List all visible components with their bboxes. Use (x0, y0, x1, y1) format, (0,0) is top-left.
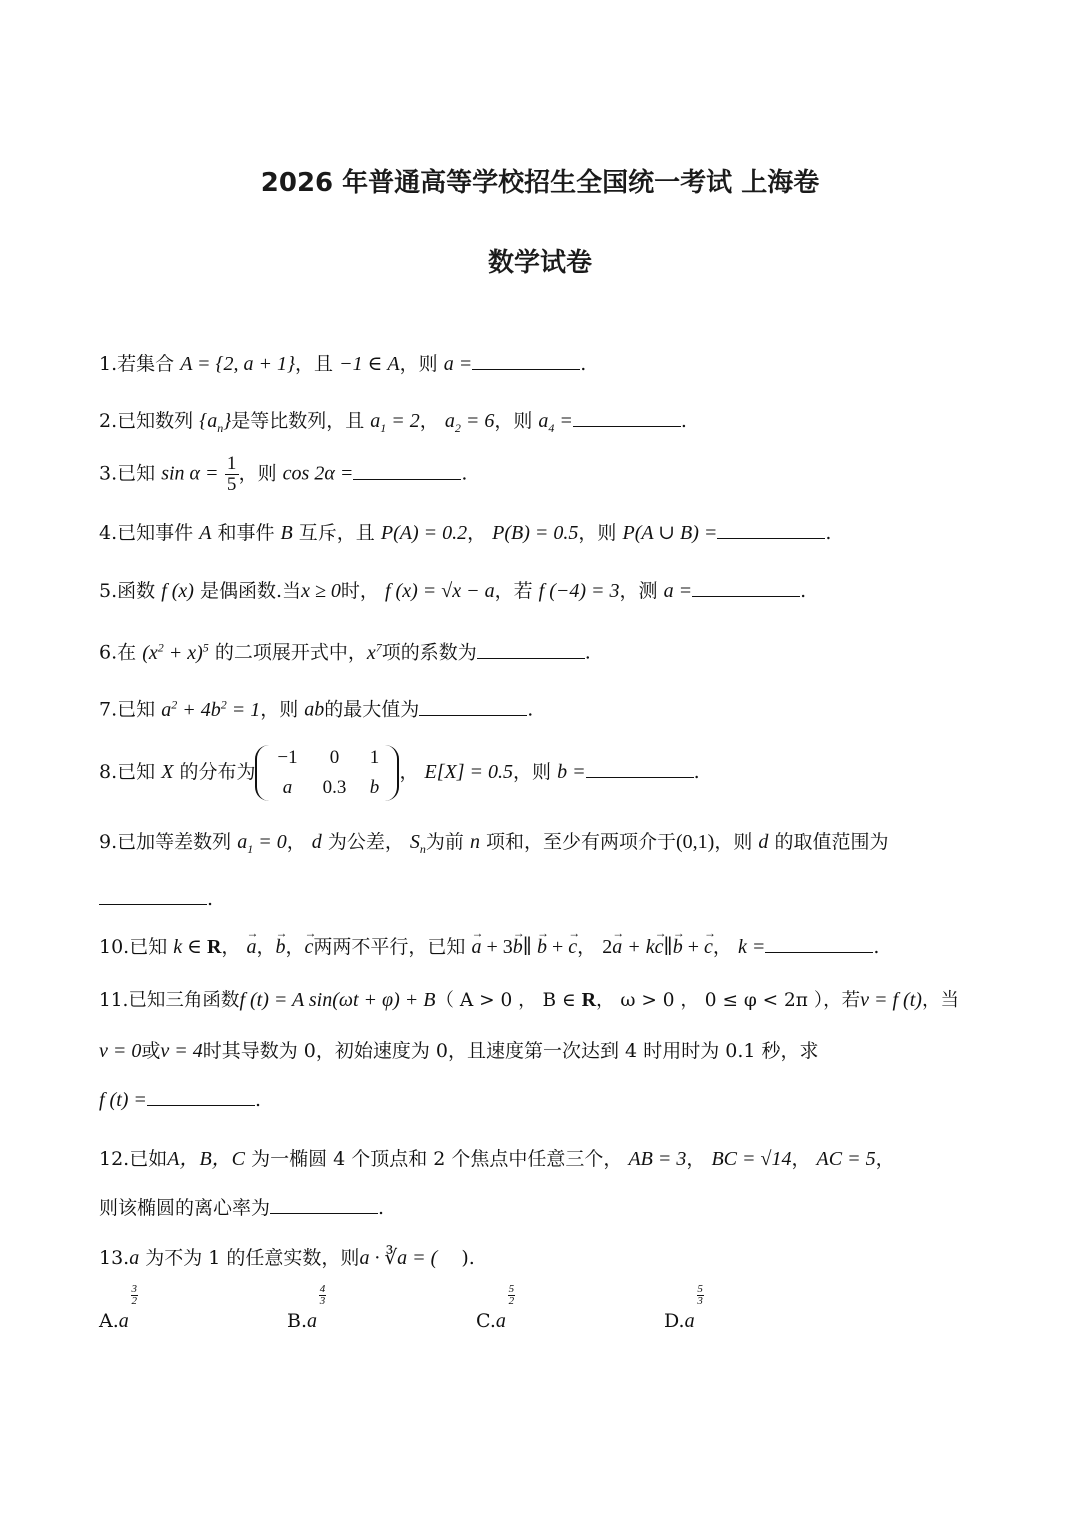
question-number: 6. (99, 641, 118, 664)
math-condition: −1 ∈ A (339, 353, 400, 375)
answer-blank[interactable] (477, 640, 585, 659)
question-text: 已知数列 (117, 410, 194, 432)
question-4: 4.已知事件 A 和事件 B 互斥，且 P(A) = 0.2， P(B) = 0.5，则 P(A ∪ B) = . (99, 522, 832, 544)
question-9: 9.已加等差数列 $a_1 = 0$， d 为公差， $S_n$为前 n 项和，至少有两项介于(0,1)，则 d 的取值范围为 (99, 831, 889, 856)
answer-blank[interactable] (353, 461, 461, 480)
option-b[interactable]: B.a 4 3 (287, 1283, 326, 1332)
answer-blank[interactable] (573, 408, 681, 427)
question-1: 1.若集合 A = {2, a + 1}，且 −1 ∈ A，则 a = . (99, 353, 587, 375)
question-text: 是等比数列，且 (231, 410, 365, 432)
question-11: 11.已知三角函数f (t) = A sin(ωt + φ) + B（ A > 0 ， B ∈ R， ω > 0 ， 0 ≤ φ < 2π ），若v = f (t)，当 (99, 989, 959, 1011)
math-ask: a = (443, 353, 473, 375)
question-number: 10. (99, 936, 130, 958)
question-8: 8.已知 X 的分布为 −1 0 1 a 0.3 b ， E[X] = 0.5，则 b = . (99, 745, 700, 801)
option-d[interactable]: D.a 5 3 (664, 1283, 703, 1332)
answer-blank[interactable] (147, 1087, 255, 1106)
question-text: ，则 (399, 353, 438, 375)
question-7: 7.已知 $a^2 + 4b^2 = 1$，则 ab的最大值为 . (99, 697, 534, 721)
question-number: 9. (99, 831, 118, 853)
fraction: $\frac{1}{5}$ (225, 454, 239, 495)
math-lhs: sin α = (161, 462, 219, 485)
question-3: 3.已知 sin α = $\frac{1}{5}$ ，则 cos 2α = . (99, 453, 468, 495)
answer-blank[interactable] (692, 578, 800, 597)
question-number: 4. (99, 522, 118, 544)
question-number: 8. (99, 761, 118, 783)
math-set: A = {2, a + 1} (180, 353, 296, 375)
question-6: 6.在 $(x^2 + x)^5$ 的二项展开式中，$x^7$项的系数为 . (99, 640, 591, 664)
question-number: 12. (99, 1148, 130, 1170)
answer-blank[interactable] (419, 697, 527, 716)
question-number: 1. (99, 353, 118, 375)
question-number: 5. (99, 580, 118, 602)
question-number: 11. (99, 990, 129, 1011)
answer-blank[interactable] (586, 759, 694, 778)
question-number: 7. (99, 698, 118, 721)
question-11-line-2: v = 0或v = 4时其导数为 0，初始速度为 0，且速度第一次达到 4 时用时为 0.1 秒，求 (99, 1040, 819, 1062)
question-text: 若集合 (117, 353, 175, 375)
answer-blank[interactable] (472, 351, 580, 370)
question-number: 13. (99, 1247, 130, 1269)
distribution-matrix: −1 0 1 a 0.3 b (255, 745, 399, 801)
answer-blank[interactable] (717, 520, 825, 539)
option-c[interactable]: C.a 5 2 (476, 1283, 515, 1332)
answer-blank[interactable] (765, 934, 873, 953)
question-12: 12.已如A，B，C 为一椭圆 4 个顶点和 2 个焦点中任意三个， AB = 3， BC = √14， AC = 5， (99, 1148, 895, 1170)
answer-blank[interactable] (99, 886, 207, 905)
question-5: 5.函数 f (x) 是偶函数.当x ≥ 0时， f (x) = √x − a，若 f (−4) = 3，测 a = . (99, 580, 807, 602)
question-12-line-2: 则该椭圆的离心率为 . (99, 1197, 385, 1219)
question-text: ，且 (295, 353, 334, 375)
question-11-line-3: f (t) = . (99, 1089, 261, 1111)
question-2: 2.已知数列 $\{a_n\}$是等比数列，且 $a_1 = 2$， $a_2 = 6$，则 $a_4$ = . (99, 410, 687, 435)
exam-title: 2026 年普通高等学校招生全国统一考试 上海卷 (260, 168, 820, 198)
question-number: 2. (99, 410, 118, 432)
question-9-blank-line: . (99, 886, 213, 912)
question-number: 3. (99, 462, 118, 485)
question-10: 10.已知 k ∈ R， → a，→ b，→ c两两不平行，已知 → a + 3→ b∥ → b + → c， 2→ a + k→ c∥→ b + → c， k = . (99, 934, 879, 960)
option-a[interactable]: A.a 3 2 (99, 1283, 138, 1332)
answer-blank[interactable] (270, 1195, 378, 1214)
question-13: 13.a 为不为 1 的任意实数，则a · ∛a = ( ). (99, 1247, 475, 1269)
exam-subtitle: 数学试卷 (487, 248, 592, 278)
